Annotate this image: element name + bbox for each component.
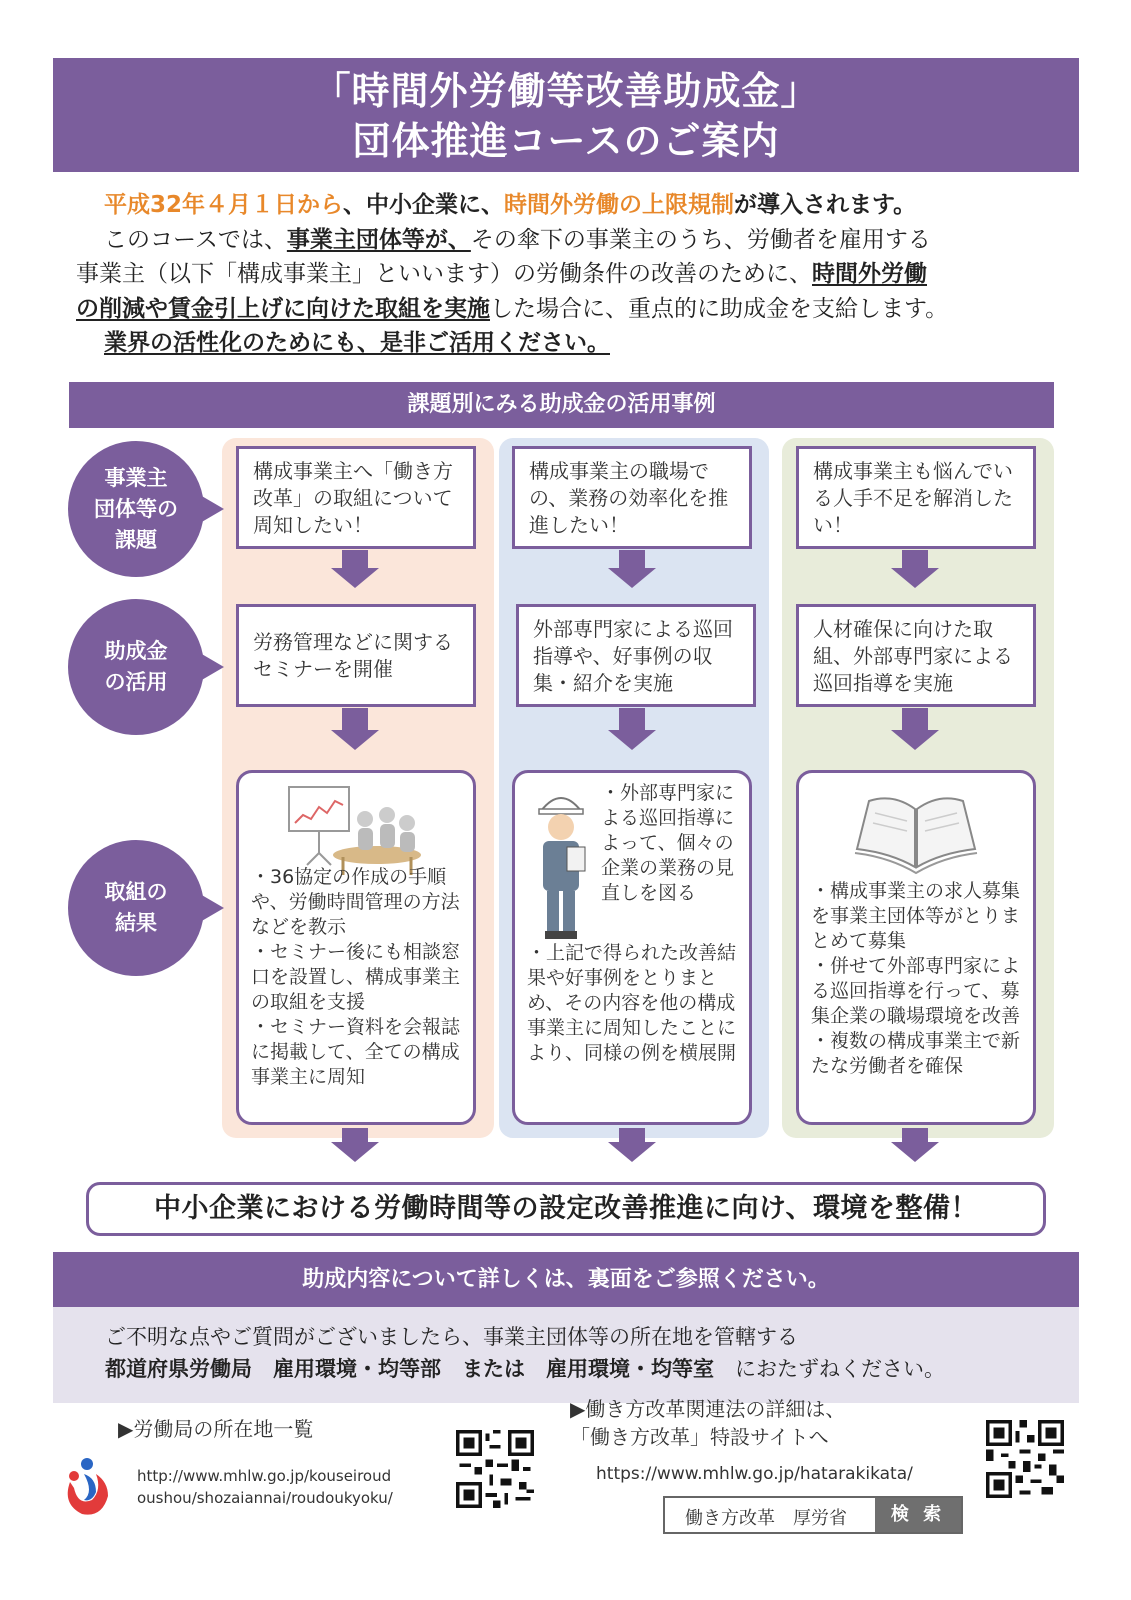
search-box[interactable]: [663, 1496, 963, 1534]
contact-tail: におたずねください。: [714, 1357, 945, 1381]
intro-text: [76, 188, 1086, 361]
reform-label-line1: ▶働き方改革関連法の詳細は、: [570, 1397, 846, 1421]
row-label-use-text: 助成金 の活用: [104, 639, 168, 694]
page-title-line1: 「時間外労働等改善助成金」: [312, 69, 820, 113]
contact-offices: 都道府県労働局 雇用環境・均等部 または 雇用環境・均等室: [105, 1357, 714, 1381]
row-label-result: [68, 840, 204, 976]
use-text-2: 外部専門家による巡回指導や、好事例の収集・紹介を実施: [533, 617, 733, 695]
use-text-1: 労務管理などに関するセミナーを開催: [253, 630, 453, 681]
title-banner: [53, 58, 1079, 172]
row-label-result-text: 取組の 結果: [104, 880, 168, 935]
intro-date: 平成32年４月１日から: [104, 192, 344, 218]
qr-code-icon: [986, 1420, 1064, 1498]
intro-subsidy: した場合に、重点的に助成金を支給します。: [490, 295, 949, 322]
issue-text-1: 構成事業主へ「働き方改革」の取組について周知したい！: [253, 459, 453, 537]
result-text-2a: ・外部専門家による巡回指導によって、個々の企業の業務の見直しを図る: [601, 782, 735, 904]
section-heading: 課題別にみる助成金の活用事例: [69, 382, 1054, 428]
result-text-1: ・36協定の作成の手順や、労働時間管理の方法などを教示 ・セミナー後にも相談窓口を設置し、構成事業主の取組を支援 ・セミナー資料を会報誌に掲載して、全ての構成事業主に周知: [251, 866, 461, 1088]
result-box-2: [512, 770, 752, 1125]
bureau-url-line2[interactable]: oushou/shozaiannai/roudoukyoku/: [137, 1489, 393, 1507]
row-label-use: [68, 599, 204, 735]
issue-box-2: [512, 446, 752, 549]
bureau-url-line1[interactable]: http://www.mhlw.go.jp/kouseiroud: [137, 1467, 392, 1485]
intro-reduction: の削減や賃金引上げに向けた取組を実施: [76, 295, 490, 322]
search-button[interactable]: 検 索: [875, 1498, 961, 1532]
result-box-3: [796, 770, 1036, 1125]
issue-text-2: 構成事業主の職場での、業務の効率化を推進したい！: [529, 459, 729, 537]
result-box-1: [236, 770, 476, 1125]
outcome-banner: 中小企業における労働時間等の設定改善推進に向け、環境を整備！: [86, 1182, 1046, 1236]
qr-code-icon: [456, 1430, 534, 1508]
bureau-list-label: ▶労働局の所在地一覧: [118, 1417, 314, 1441]
contact-section: [53, 1307, 1079, 1403]
issue-text-3: 構成事業主も悩んでいる人手不足を解消したい！: [813, 459, 1013, 537]
intro-course: このコースでは、: [104, 226, 287, 253]
reform-label-line2: 「働き方改革」特設サイトへ: [570, 1425, 829, 1449]
intro-member-employers: 事業主（以下「構成事業主」といいます）の労働条件の改善のために、: [76, 261, 812, 287]
intro-overtime-work: 時間外労働: [812, 261, 927, 287]
mhlw-logo-icon: [62, 1456, 112, 1518]
use-text-3: 人材確保に向けた取組、外部専門家による巡回指導を実施: [813, 617, 1013, 695]
use-box-3: [796, 604, 1036, 707]
row-label-issue: [68, 441, 204, 577]
result-text-3: ・構成事業主の求人募集を事業主団体等がとりまとめて募集 ・併せて外部専門家による巡回指導を行って、募集企業の職場環境を改善 ・複数の構成事業主で新たな労働者を確保: [811, 880, 1021, 1077]
row-label-issue-text: 事業主 団体等の 課題: [94, 465, 178, 552]
intro-subsidiary: その傘下の事業主のうち、労働者を雇用する: [470, 226, 931, 253]
search-query[interactable]: 働き方改革 厚労省: [685, 1508, 847, 1529]
use-box-1: [236, 604, 476, 707]
result-text-2b: ・上記で得られた改善結果や好事例をとりまとめ、その内容を他の構成事業主に周知したことにより、同様の例を横展開: [527, 942, 737, 1064]
open-book-icon: [851, 783, 981, 878]
intro-introduced: が導入されます。: [734, 192, 917, 218]
page-title-line2: 団体推進コースのご案内: [352, 119, 780, 163]
intro-sme: 、中小企業に、: [343, 192, 505, 218]
issue-box-3: [796, 446, 1036, 549]
intro-overtime-cap: 時間外労働の上限規制: [504, 192, 735, 218]
details-banner: 助成内容について詳しくは、裏面をご参照ください。: [53, 1252, 1079, 1307]
expert-worker-illustration-icon: [531, 783, 591, 943]
seminar-illustration-icon: [279, 783, 429, 878]
issue-box-1: [236, 446, 476, 549]
contact-line1: ご不明な点やご質問がございましたら、事業主団体等の所在地を管轄する: [105, 1325, 798, 1349]
intro-call-to-action: 業界の活性化のためにも、是非ご活用ください。: [104, 330, 610, 356]
reform-url[interactable]: https://www.mhlw.go.jp/hatarakikata/: [596, 1464, 913, 1484]
use-box-2: [516, 604, 756, 707]
intro-employer-groups: 事業主団体等が、: [286, 226, 471, 253]
